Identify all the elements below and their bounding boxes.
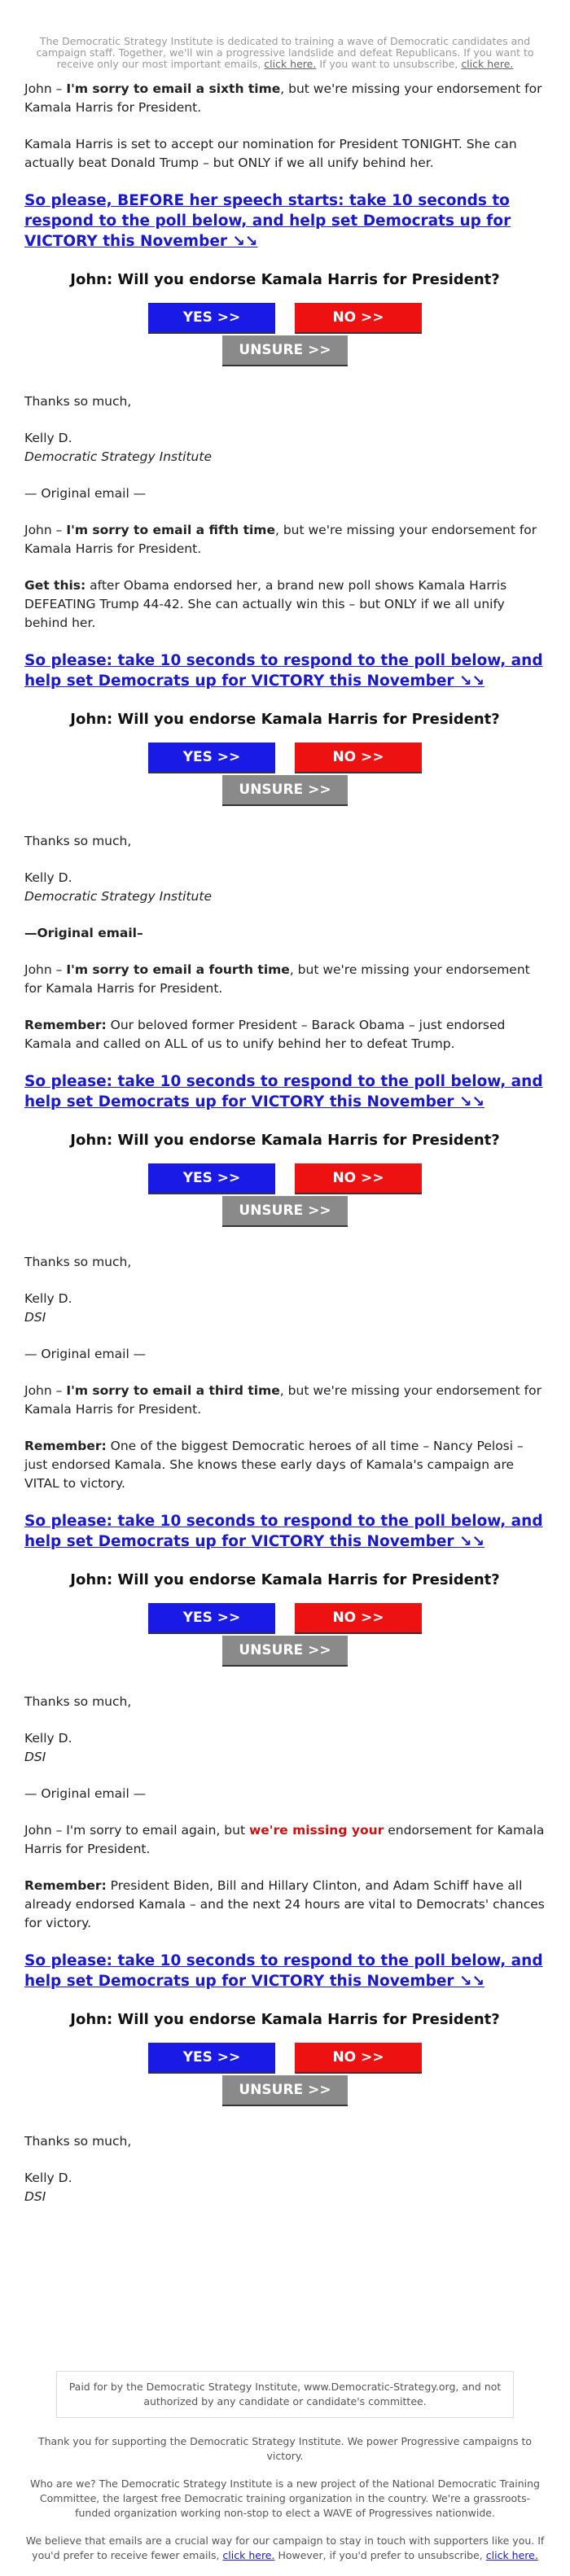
signer-org: Democratic Strategy Institute (24, 889, 212, 904)
original-email-divider: — Original email — (24, 486, 147, 501)
intro-rest: , but we're missing your endorsement for Kamala Harris for President. (24, 81, 542, 115)
fewer-emails-link[interactable]: click here. (264, 58, 317, 70)
body-rest: One of the biggest Democratic heroes of all time – Nancy Pelosi – just endorsed Kamala. She knows these early days of Kamala's campaign are VITAL to victory. (24, 1439, 524, 1491)
thanks-text: Thanks so much, (24, 1694, 132, 1709)
signer-name: Kelly D. (24, 1731, 72, 1746)
signer-name: Kelly D. (24, 2171, 72, 2185)
unsure-button[interactable]: UNSURE >> (222, 775, 348, 804)
poll-buttons-row-2 (24, 2075, 546, 2108)
intro-red-text: we're missing your (248, 1823, 384, 1838)
poll-buttons (24, 743, 546, 775)
intro-text: John – I'm sorry to email again, but (24, 1823, 249, 1838)
no-button[interactable]: NO >> (295, 743, 422, 772)
poll-question: John: Will you endorse Kamala Harris for President? (70, 711, 500, 728)
intro-bold: I'm sorry to email a fourth time (66, 962, 290, 977)
poll-buttons-row-2 (24, 335, 546, 368)
body-rest: Kamala Harris is set to accept our nomination for President TONIGHT. She can actually beat Donald Trump – but ONLY if we all unify behind her. (24, 137, 517, 170)
signer-name: Kelly D. (24, 431, 72, 445)
poll-buttons (24, 1163, 546, 1196)
thanks-text: Thanks so much, (24, 834, 132, 848)
intro-paragraph (24, 80, 546, 117)
intro-rest: , but we're missing your endorsement for Kamala Harris for President. (24, 962, 530, 996)
poll-buttons-row-2 (24, 1196, 546, 1229)
no-button[interactable]: NO >> (295, 1603, 422, 1632)
body-bold: Remember: (24, 1878, 107, 1893)
signer-org: DSI (24, 2189, 46, 2204)
footer-who: Who are we? The Democratic Strategy Institute is a new project of the National Democratic Training Committee, the largest free Democratic training organization in the country. We're a grassroots-funded organization working non-stop to elect a WAVE of Progressives nationwide. (30, 2477, 540, 2519)
intro-name: John – (24, 1383, 63, 1398)
thanks-text: Thanks so much, (24, 2134, 132, 2149)
preheader-text-2: If you want to unsubscribe, (319, 58, 458, 70)
original-email-divider: — Original email — (24, 1786, 147, 1801)
poll-cta-link[interactable]: So please: take 10 seconds to respond to the poll below, and help set Democrats up for VICTORY this November ↘↘ (24, 1952, 543, 1990)
intro-rest: , but we're missing your endorsement for Kamala Harris for President. (24, 523, 537, 556)
poll-buttons (24, 1603, 546, 1636)
poll-cta-link[interactable]: So please: take 10 seconds to respond to the poll below, and help set Democrats up for VICTORY this November ↘↘ (24, 1073, 543, 1111)
body-paragraph (24, 1437, 546, 1493)
yes-button[interactable]: YES >> (148, 2043, 275, 2072)
poll-buttons (24, 303, 546, 335)
poll-question: John: Will you endorse Kamala Harris for President? (70, 271, 500, 288)
intro-bold: I'm sorry to email a fifth time (66, 523, 275, 537)
intro-paragraph (24, 521, 546, 559)
no-button[interactable]: NO >> (295, 1163, 422, 1193)
signer-org: DSI (24, 1310, 46, 1325)
original-email-divider: — Original email — (24, 1347, 147, 1361)
thanks-text: Thanks so much, (24, 394, 132, 409)
signer-org: DSI (24, 1750, 46, 1764)
footer (24, 2371, 546, 2563)
signer-name: Kelly D. (24, 1291, 72, 1306)
original-email-divider: —Original email– (24, 926, 143, 940)
unsure-button[interactable]: UNSURE >> (222, 1636, 348, 1665)
poll-buttons (24, 2043, 546, 2075)
unsure-button[interactable]: UNSURE >> (222, 2075, 348, 2105)
thanks-text: Thanks so much, (24, 1255, 132, 1269)
poll-cta-link[interactable]: So please: take 10 seconds to respond to the poll below, and help set Democrats up for VICTORY this November ↘↘ (24, 652, 543, 690)
body-paragraph (24, 135, 546, 173)
email-body (24, 0, 546, 2563)
unsubscribe-link[interactable]: click here. (485, 2549, 538, 2561)
body-rest: after Obama endorsed her, a brand new poll shows Kamala Harris DEFEATING Trump 44-42. She can actually win this – but ONLY if we all unify behind her. (24, 578, 507, 630)
intro-rest: , but we're missing your endorsement for Kamala Harris for President. (24, 1383, 542, 1417)
poll-question: John: Will you endorse Kamala Harris for President? (70, 1571, 500, 1588)
body-paragraph (24, 1877, 546, 1933)
intro-paragraph (24, 1821, 546, 1859)
footer-believe-text-2: However, if you'd prefer to unsubscribe, (278, 2549, 483, 2561)
poll-buttons-row-2 (24, 1636, 546, 1668)
no-button[interactable]: NO >> (295, 2043, 422, 2072)
body-bold: Get this: (24, 578, 86, 593)
intro-paragraph (24, 1382, 546, 1419)
unsure-button[interactable]: UNSURE >> (222, 335, 348, 365)
footer-unsubscribe (24, 2534, 546, 2563)
unsure-button[interactable]: UNSURE >> (222, 1196, 348, 1225)
body-bold: Remember: (24, 1018, 107, 1032)
yes-button[interactable]: YES >> (148, 303, 275, 332)
intro-name: John – (24, 523, 63, 537)
intro-name: John – (24, 81, 63, 96)
paid-for-disclaimer: Paid for by the Democratic Strategy Institute, www.Democratic-Strategy.org, and not authorized by any candidate or candidate's committee. (56, 2371, 514, 2418)
signer-name: Kelly D. (24, 870, 72, 885)
intro-bold: I'm sorry to email a third time (66, 1383, 280, 1398)
preheader-text: The Democratic Strategy Institute is dedicated to training a wave of Democratic candidates and campaign staff. Together, we'll win a progressive landslide and defeat Republicans. If you want to receive only our most important emails, (36, 35, 534, 70)
intro-bold: I'm sorry to email a sixth time (66, 81, 281, 96)
yes-button[interactable]: YES >> (148, 743, 275, 772)
poll-question: John: Will you endorse Kamala Harris for President? (70, 1132, 500, 1149)
poll-cta-link[interactable]: So please, BEFORE her speech starts: take 10 seconds to respond to the poll below, and help set Democrats up for VICTORY this November ↘↘ (24, 192, 511, 250)
no-button[interactable]: NO >> (295, 303, 422, 332)
poll-cta-link[interactable]: So please: take 10 seconds to respond to the poll below, and help set Democrats up for VICTORY this November ↘↘ (24, 1513, 543, 1550)
intro-paragraph (24, 961, 546, 998)
yes-button[interactable]: YES >> (148, 1163, 275, 1193)
body-rest: Our beloved former President – Barack Obama – just endorsed Kamala and called on ALL of us to unify behind her to defeat Trump. (24, 1018, 506, 1051)
body-paragraph (24, 1016, 546, 1054)
preheader (24, 0, 546, 77)
unsubscribe-link[interactable]: click here. (461, 58, 514, 70)
intro-name: John – (24, 962, 63, 977)
intro-rest: endorsement for Kamala Harris for President. (24, 1823, 545, 1856)
yes-button[interactable]: YES >> (148, 1603, 275, 1632)
fewer-emails-link[interactable]: click here. (222, 2549, 275, 2561)
footer-believe-text: We believe that emails are a crucial way for our campaign to stay in touch with supporters like you. If you'd prefer to receive fewer emails, (25, 2534, 545, 2561)
footer-thanks: Thank you for supporting the Democratic Strategy Institute. We power Progressive campaigns to victory. (37, 2435, 533, 2462)
body-rest: President Biden, Bill and Hillary Clinton, and Adam Schiff have all already endorsed Kamala – and the next 24 hours are vital to Democrats' chances for victory. (24, 1878, 545, 1930)
body-paragraph (24, 576, 546, 633)
body-bold: Remember: (24, 1439, 107, 1453)
poll-question: John: Will you endorse Kamala Harris for President? (70, 2011, 500, 2028)
poll-buttons-row-2 (24, 775, 546, 808)
signer-org: Democratic Strategy Institute (24, 449, 212, 464)
